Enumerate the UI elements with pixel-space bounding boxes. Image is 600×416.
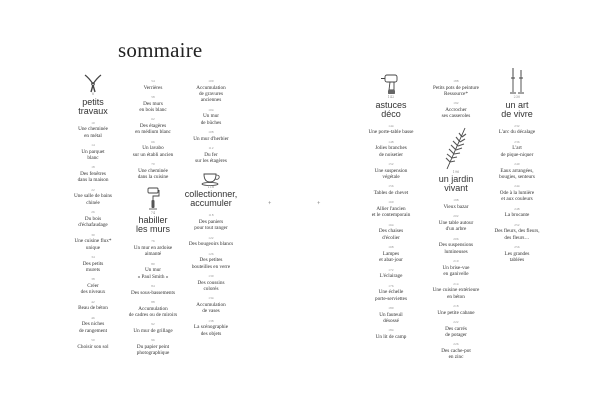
toc-item[interactable]: 184 Un lit de camp xyxy=(375,328,407,341)
toc-item[interactable]: 118 Des paniers pour tout ranger xyxy=(194,213,228,232)
toc-item[interactable]: 252 Des fleurs, des fleurs, des fleurs… xyxy=(494,222,540,241)
section-page-number: 116 xyxy=(207,184,215,189)
section-page-number: 196 xyxy=(452,169,460,174)
toc-item[interactable]: 226 Des cache-pot en zinc xyxy=(441,342,471,361)
toc-item[interactable]: 176 Une échelle porte-serviettes xyxy=(375,283,407,302)
toc-item[interactable]: 108 Un mur d'herbier xyxy=(193,130,229,142)
toc-item[interactable]: 244 Ode à la lumière et aux couleurs xyxy=(499,184,535,203)
toc-item[interactable]: 46 Des niches de rangement xyxy=(78,315,108,334)
teacup-icon xyxy=(200,170,222,186)
toc-item[interactable]: 138 La scénographie des objets xyxy=(193,318,229,337)
toc-column-un-art-de-vivre xyxy=(486,66,548,269)
toc-item[interactable]: 22 Une salle de bains chinée xyxy=(74,187,112,206)
toc-item[interactable]: 66 Un lavabo sur un établi ancien xyxy=(132,139,174,158)
toc-item[interactable]: 104 Un mur de bûches xyxy=(200,107,222,126)
section-page-number: 8 xyxy=(91,92,95,96)
section-page-number: 142 xyxy=(387,95,395,99)
toc-item[interactable]: 18 Des fenêtres dans la maison xyxy=(77,165,109,184)
toc-item[interactable]: 54 Verrières xyxy=(143,79,163,91)
section-title: collectionner, accumuler xyxy=(184,189,238,209)
drill-icon xyxy=(379,72,403,96)
section-title: habiller les murs xyxy=(135,215,170,235)
section-page-number: 74 xyxy=(150,210,156,215)
page-title: sommaire xyxy=(118,38,203,62)
toc-item[interactable]: 84 Des sous-bassements xyxy=(131,284,175,296)
section-title: un art de vivre xyxy=(501,99,533,119)
section-habiller-les-murs xyxy=(136,186,170,235)
toc-item[interactable]: 88 Accumulation de cadres ou de miroirs xyxy=(128,300,178,319)
toc-item[interactable]: 42 Beau de béton xyxy=(78,299,108,312)
toc-item[interactable]: 70 Une cheminée dans la cuisine xyxy=(137,162,169,181)
section-title: astuces déco xyxy=(375,99,407,119)
toc-item[interactable]: 168 Lampes et abat-jour xyxy=(379,245,403,264)
toc-item[interactable]: 218 Une petite cabane xyxy=(437,304,475,316)
toc-item[interactable]: 30 Une cuisine flux* unique xyxy=(74,232,112,251)
toc-item[interactable]: 58 Des murs en bois blanc xyxy=(139,95,167,113)
toc-item[interactable]: 240 Eaux arrangées, bougies, senteurs xyxy=(499,162,535,180)
toc-item[interactable]: 236 L'art de pique-niquer xyxy=(500,139,534,158)
candlesticks-icon xyxy=(507,66,527,96)
toc-item[interactable]: 112 Du fer sur les étagères xyxy=(195,146,227,165)
toc-item[interactable]: 256 Les grandes tablées xyxy=(504,245,530,264)
toc-item[interactable]: 202 Une table autour d'un arbre xyxy=(438,214,474,233)
toc-item[interactable]: 76 Un mur en ardoise aimanté xyxy=(133,239,173,258)
paint-roller-icon xyxy=(146,186,160,212)
toc-column-petits-travaux xyxy=(64,73,122,355)
toc-item[interactable]: 248 La brocante xyxy=(504,206,530,219)
toc-item[interactable]: 188 Petits pots de peinture Ressource* xyxy=(433,79,479,97)
toc-item[interactable]: 164 Des chaises d'écolier xyxy=(378,222,404,241)
toc-item[interactable]: 192 Accrocher ses casseroles xyxy=(441,101,471,120)
toc-column-collectionner xyxy=(180,80,242,342)
gutter-mark-right: + xyxy=(317,201,321,207)
toc-column-habiller-les-murs xyxy=(120,80,186,362)
toc-item[interactable]: 222 Des carrés de potager xyxy=(445,320,467,339)
section-collectionner xyxy=(185,170,238,209)
toc-item[interactable]: 96 Du papier peint photographique xyxy=(136,338,170,357)
toc-item[interactable]: 80 Un mur « Paul Smith » xyxy=(137,261,169,280)
toc-item[interactable]: 152 Une suspension végétale xyxy=(374,162,408,180)
toc-item[interactable]: 34 Des petits murets xyxy=(82,255,104,274)
toc-item[interactable]: 148 Jolies branches de noisetier xyxy=(375,139,407,158)
toc-item[interactable]: 180 Un fauteuil désossé xyxy=(379,306,403,325)
toc-column-astuces-deco xyxy=(360,72,422,345)
fern-icon xyxy=(443,125,469,171)
toc-item[interactable]: 144 Une porte-table basse xyxy=(368,123,414,136)
toc-item[interactable]: 134 Accumulation de vases xyxy=(196,296,226,315)
gutter-mark-left: + xyxy=(268,201,272,207)
pliers-icon xyxy=(82,73,104,93)
section-page-number: 230 xyxy=(513,95,521,99)
toc-item[interactable]: 92 Un mur de grillage xyxy=(133,322,173,335)
toc-item[interactable]: 210 Un brise-vue en ganivelle xyxy=(442,259,470,278)
toc-item[interactable]: 126 Des petites bouteilles en verre xyxy=(191,251,231,270)
section-un-jardin-vivant xyxy=(439,125,474,194)
section-petits-travaux xyxy=(78,73,108,116)
toc-item[interactable]: 14 Un parquet blanc xyxy=(81,143,105,161)
toc-item[interactable]: 130 Des coussins colorés xyxy=(197,274,225,293)
toc-item[interactable]: 172 L'éclairage xyxy=(379,267,403,280)
toc-item[interactable]: 206 Des suspensions lumineuses xyxy=(438,236,474,255)
toc-item[interactable]: 156 Tables de chevet xyxy=(373,184,409,196)
toc-item[interactable]: 160 Allier l'ancien et le contemporain xyxy=(371,200,411,219)
section-title: petits travaux xyxy=(78,96,108,116)
toc-item[interactable]: 198 Vieux bazar xyxy=(443,198,469,210)
toc-item[interactable]: 232 L'arc du décalage xyxy=(498,123,536,136)
toc-item[interactable]: 62 Des étagères en médium blanc xyxy=(135,117,171,136)
toc-item[interactable]: 26 Du bois d'échafaudage xyxy=(78,210,108,229)
toc-column-un-jardin-vivant xyxy=(420,80,492,366)
toc-item[interactable]: 50 Choisir son sol xyxy=(77,338,109,350)
section-un-art-de-vivre xyxy=(501,66,533,119)
section-title: un jardin vivant xyxy=(438,174,474,194)
toc-item[interactable]: 214 Une cuisine extérieure en béton xyxy=(432,281,480,300)
toc-item[interactable]: 122 Des bougeoirs blancs xyxy=(188,235,234,248)
toc-item[interactable]: 10 Une cheminée en métal xyxy=(78,120,108,139)
toc-item[interactable]: 100 Accumulation de gravures anciennes xyxy=(196,79,226,104)
section-astuces-deco xyxy=(375,72,406,119)
toc-item[interactable]: 38 Créer des niveaux xyxy=(80,277,106,296)
